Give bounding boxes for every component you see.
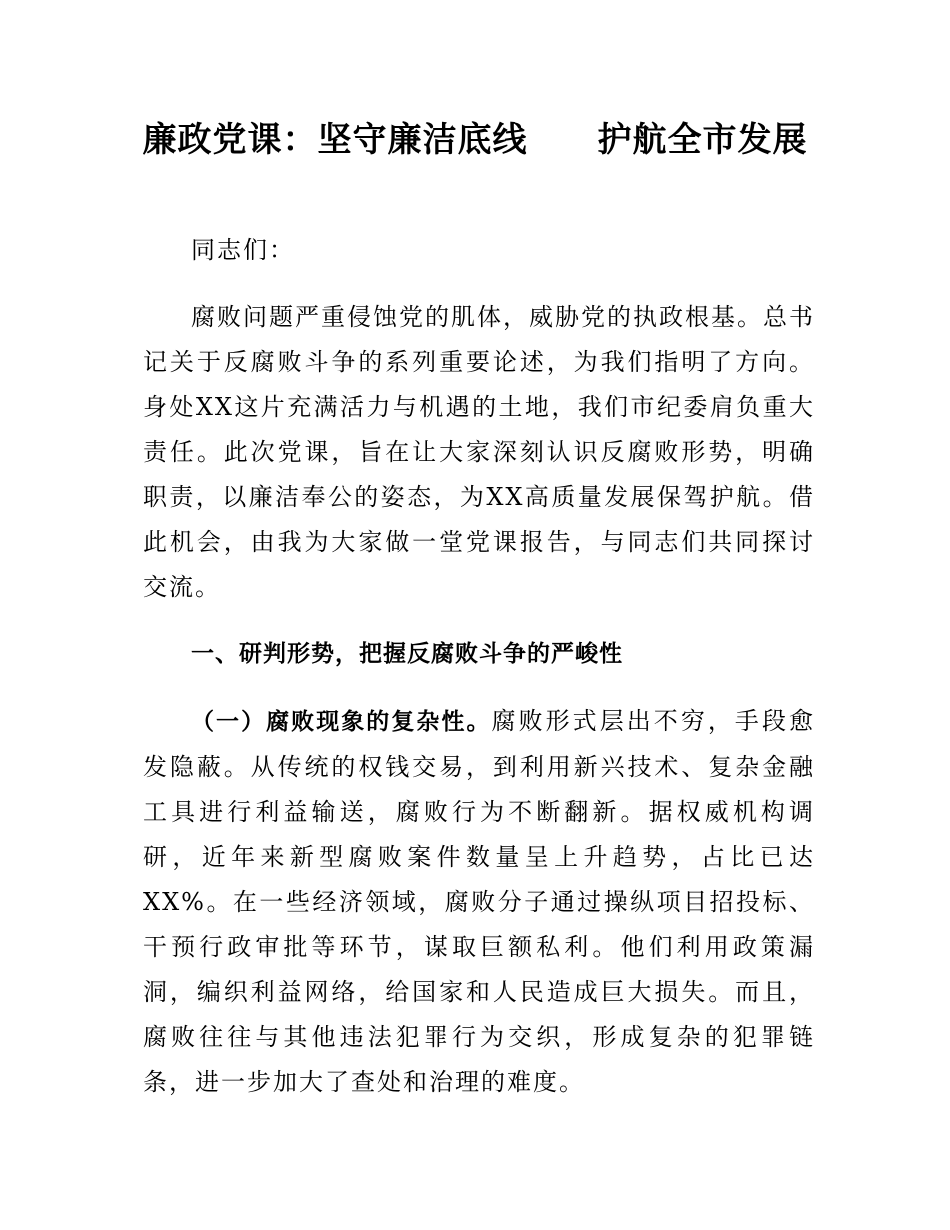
section-heading: 一、研判形势，把握反腐败斗争的严峻性 <box>191 641 623 667</box>
document-body <box>143 228 815 1127</box>
intro-paragraph: 腐败问题严重侵蚀党的肌体，威胁党的执政根基。总书记关于反腐败斗争的系列重要论述，为我们指明了方向。身处XX这片充满活力与机遇的土地，我们市纪委肩负重大责任。此次党课，旨在让大家深刻认识反腐败形势，明确职责，以廉洁奉公的姿态，为XX高质量发展保驾护航。借此机会，由我为大家做一堂党课报告，与同志们共同探讨交流。 <box>143 303 815 601</box>
subsection-lead: （一）腐败现象的复杂性。 <box>191 709 492 735</box>
subsection-text: 腐败形式层出不穷，手段愈发隐蔽。从传统的权钱交易，到利用新兴技术、复杂金融工具进行利益输送，腐败行为不断翻新。据权威机构调研，近年来新型腐败案件数量呈上升趋势，占比已达XX%。在一些经济领域，腐败分子通过操纵项目招投标、干预行政审批等环节，谋取巨额私利。他们利用政策漏洞，编织利益网络，给国家和人民造成巨大损失。而且，腐败往往与其他违法犯罪行为交织，形成复杂的犯罪链条，进一步加大了查处和治理的难度。 <box>143 707 816 1096</box>
subsection-paragraph <box>143 699 815 1105</box>
salutation: 同志们： <box>191 236 295 264</box>
document-title: 廉政党课：坚守廉洁底线 护航全市发展 <box>142 120 808 160</box>
